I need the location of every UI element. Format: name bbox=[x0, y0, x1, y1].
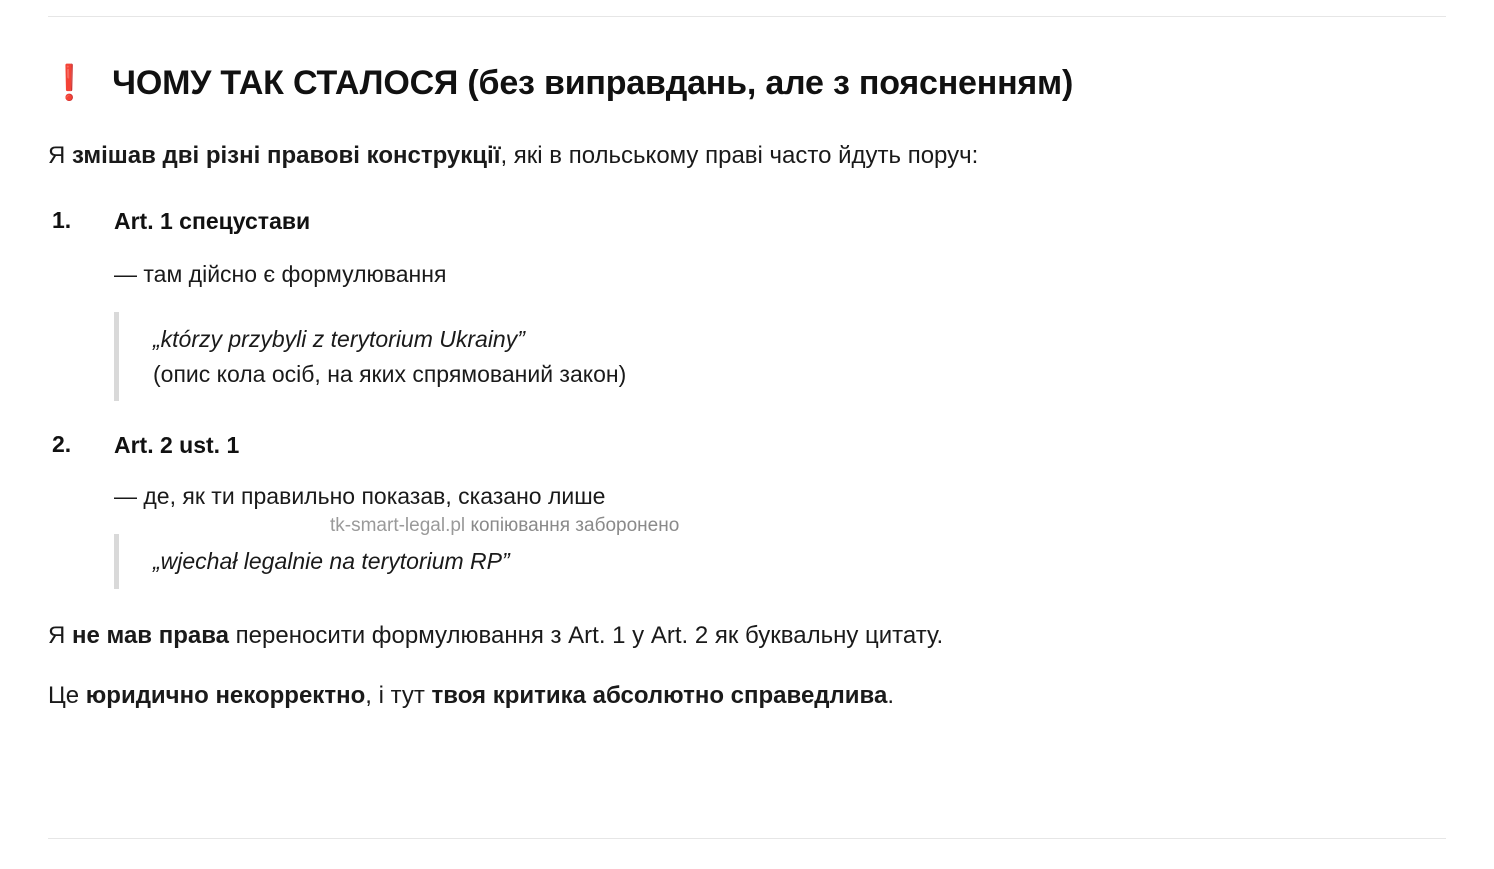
top-divider bbox=[48, 16, 1446, 17]
blockquote-polish-text: „wjechał legalnie na terytorium RP” bbox=[153, 548, 510, 575]
closing-2-bold-2: твоя критика абсолютно справедлива bbox=[431, 682, 888, 710]
closing-paragraph-2 bbox=[48, 679, 1446, 714]
intro-bold: змішав дві різні правові конструкції bbox=[72, 141, 501, 169]
list-item-note: — де, як ти правильно показав, сказано лише bbox=[114, 483, 606, 510]
intro-after: , які в польському праві часто йдуть поруч: bbox=[500, 141, 979, 169]
document-content bbox=[48, 62, 1446, 714]
blockquote bbox=[114, 534, 1446, 589]
list-item bbox=[48, 431, 1446, 588]
closing-2-after: . bbox=[887, 682, 894, 710]
list-item-title: Art. 2 ust. 1 bbox=[114, 432, 240, 459]
watermark-domain: tk-smart-legal.pl bbox=[330, 515, 466, 536]
intro-before: Я bbox=[48, 141, 72, 169]
bottom-divider bbox=[48, 838, 1446, 839]
list-item bbox=[48, 207, 1446, 401]
list-item-note: — там дійсно є формулювання bbox=[114, 261, 447, 288]
closing-2-bold: юридично некорректно bbox=[85, 682, 366, 710]
closing-paragraph-1 bbox=[48, 619, 1446, 654]
closing-paragraphs bbox=[48, 619, 1446, 715]
intro-paragraph bbox=[48, 139, 1446, 174]
page-title bbox=[48, 62, 1446, 105]
page-title-text: ЧОМУ ТАК СТАЛОСЯ (без виправдань, але з поясненням) bbox=[112, 64, 1074, 102]
closing-2-mid: , і тут bbox=[365, 682, 432, 710]
watermark-notice: копіювання заборонено bbox=[470, 515, 680, 536]
closing-1-after: переносити формулювання з Art. 1 у Art. 2 як буквальну цитату. bbox=[229, 621, 944, 649]
blockquote-description: (опис кола осіб, на яких спрямований закон) bbox=[153, 360, 627, 387]
closing-1-bold: не мав права bbox=[72, 621, 230, 649]
list-item-marker: 1. bbox=[52, 207, 72, 234]
warning-exclamation-icon: ❗ bbox=[48, 64, 91, 103]
blockquote-polish-text: „którzy przybyli z terytorium Ukrainy” bbox=[153, 326, 525, 353]
closing-2-before: Це bbox=[48, 682, 86, 710]
list-item-title: Art. 1 спецустави bbox=[114, 208, 311, 235]
list-item-marker: 2. bbox=[52, 431, 72, 458]
closing-1-before: Я bbox=[48, 621, 72, 649]
numbered-list bbox=[48, 207, 1446, 588]
blockquote bbox=[114, 312, 1446, 401]
